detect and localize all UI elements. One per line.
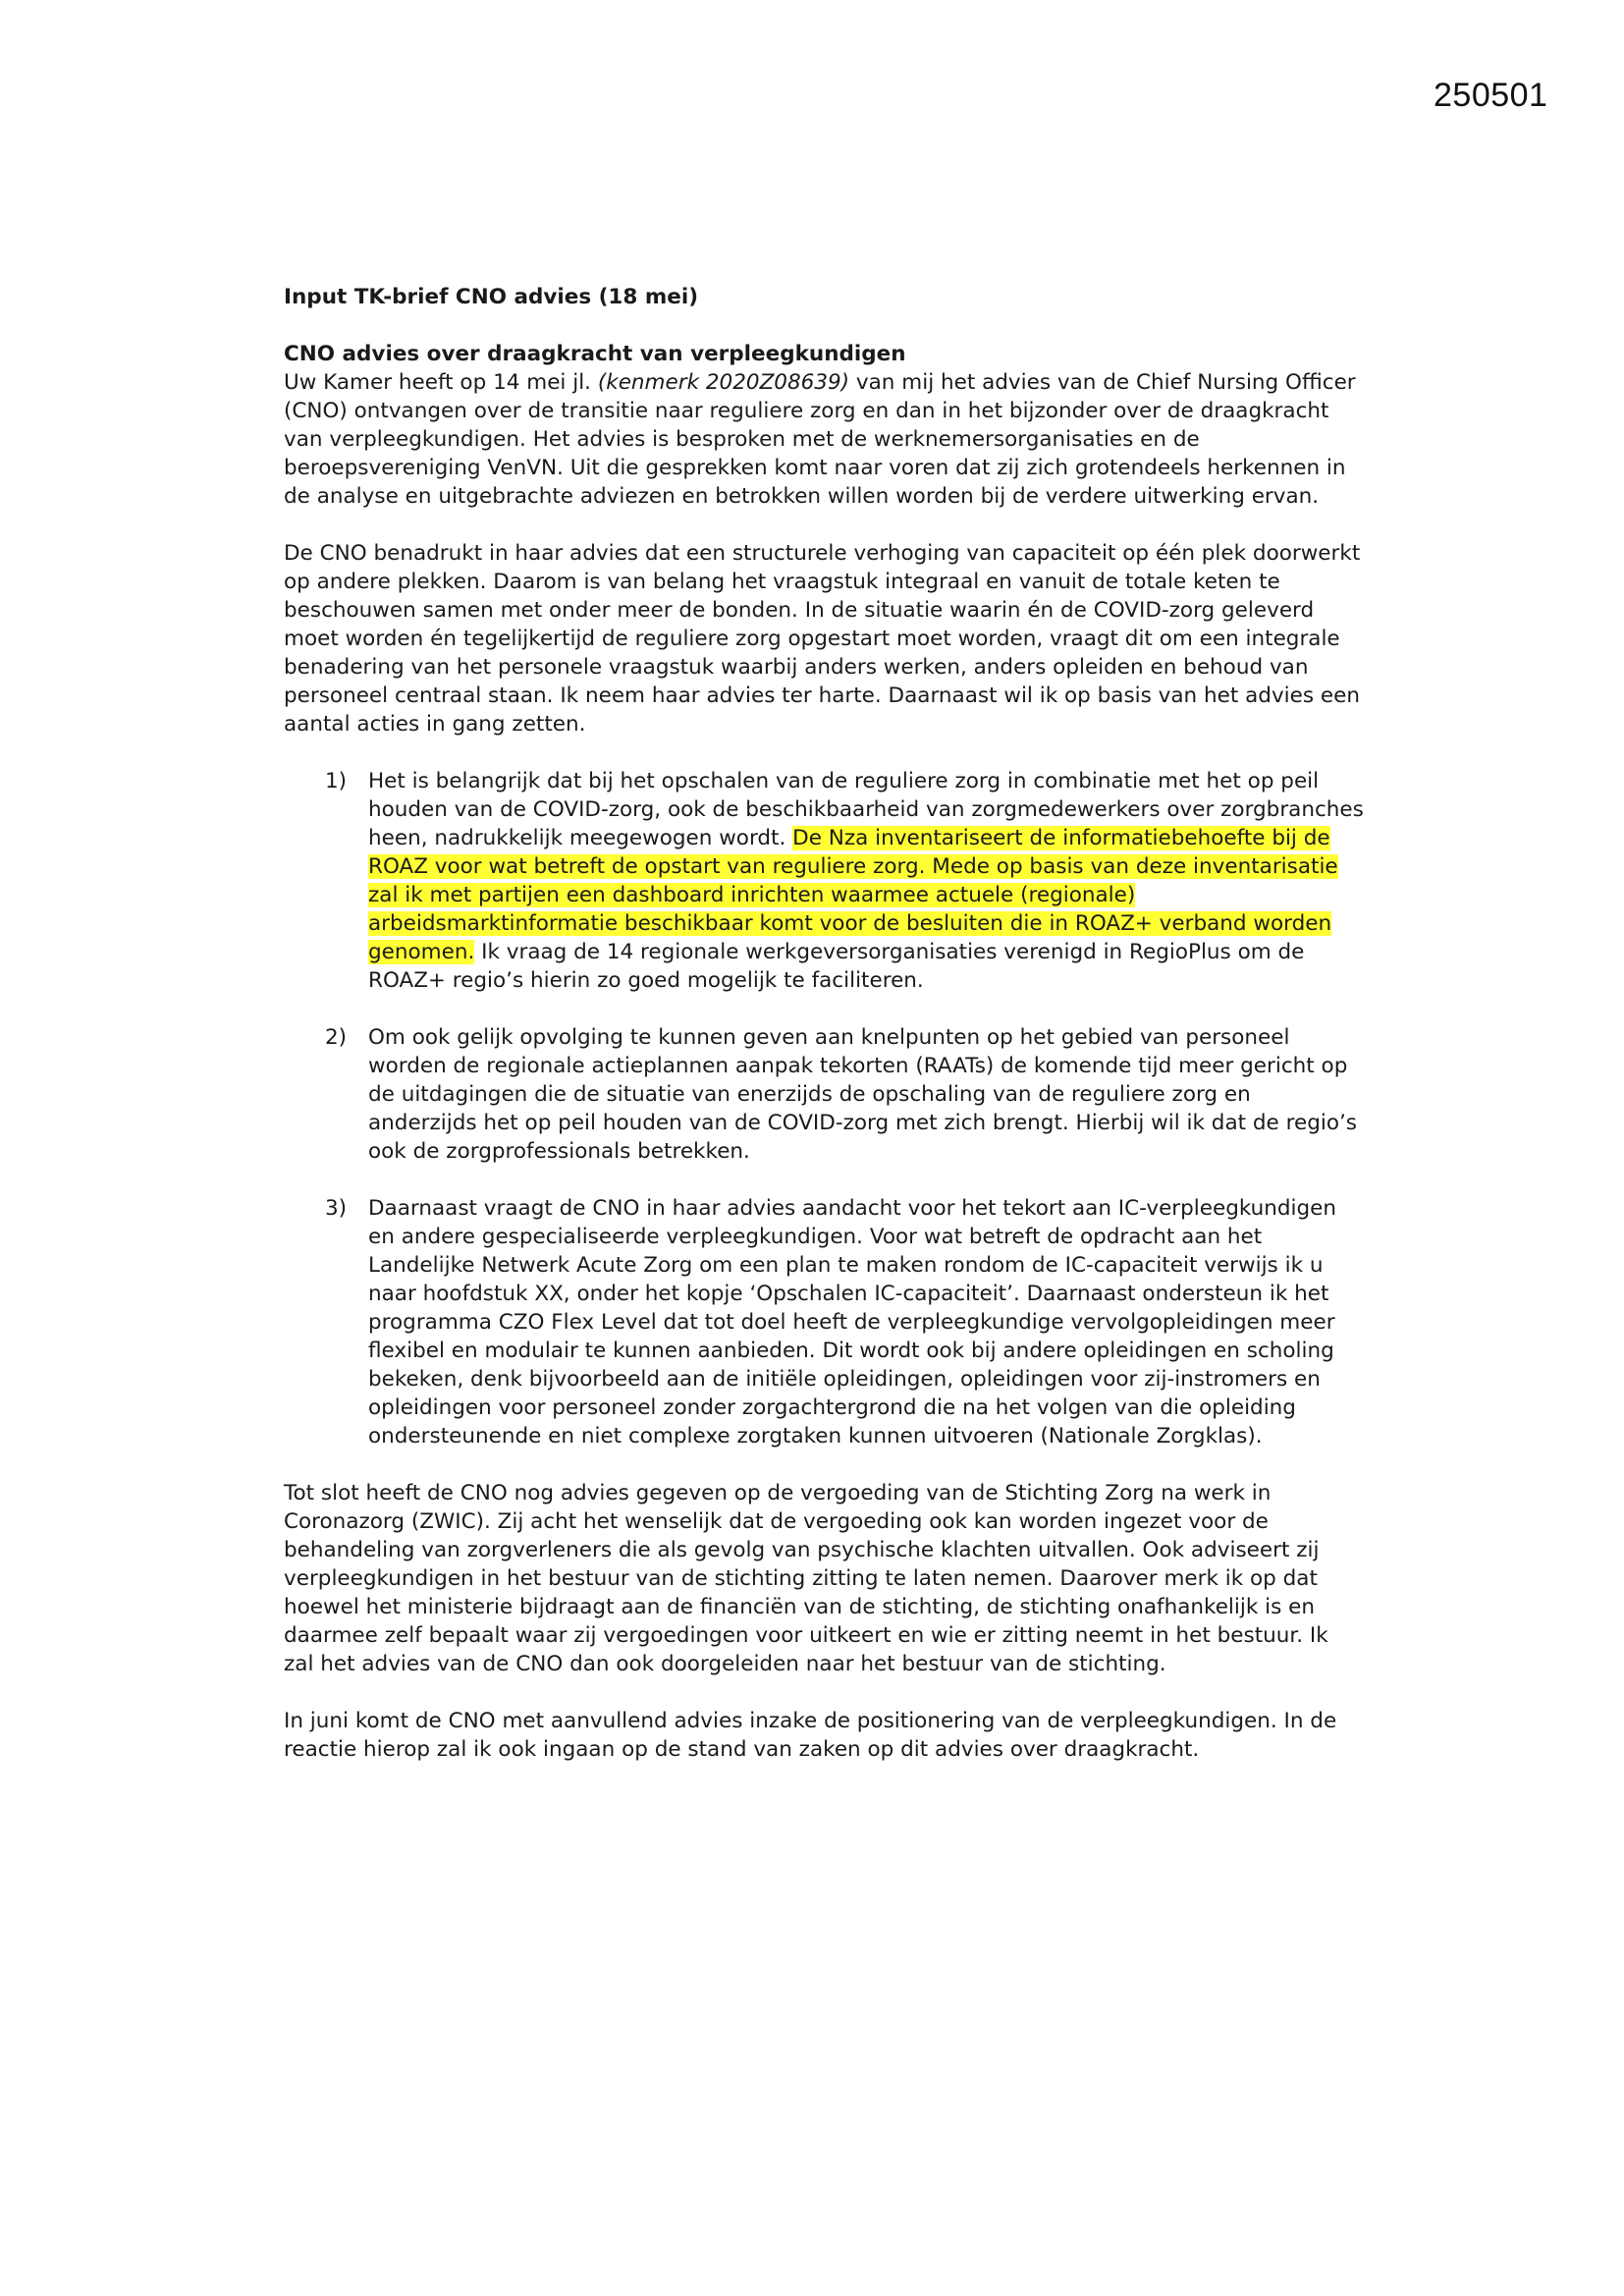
list-item-number: 1) — [325, 769, 348, 793]
list-item-text: Om ook gelijk opvolging te kunnen geven aan knelpunten op het gebied van personeel worden de regionale actieplannen aanpak tekorten (RAATs) de komende tijd meer gericht op de uitdagingen die de situatie van enerzijds de opschaling van de reguliere zorg en anderzijds het op peil houden van de COVID-zorg met zich brengt. Hierbij wil ik dat de regio’s ook de zorgprofessionals betrekken. — [368, 1025, 1358, 1164]
paragraph-1-text: Uw Kamer heeft op 14 mei jl. — [284, 370, 598, 395]
action-list — [284, 767, 1364, 1450]
highlighted-text: De Nza inventariseert de informatiebehoefte bij de ROAZ voor wat betreft de opstart van reguliere zorg. Mede op basis van deze inventarisatie zal ik met partijen een dashboard inrichten waarmee actuele (regionale) arbeidsmarktinformatie beschikbaar komt voor de besluiten die in ROAZ+ verband worden genomen. — [368, 826, 1338, 964]
document-number: 250501 — [1434, 77, 1548, 114]
list-item-text: Daarnaast vraagt de CNO in haar advies aandacht voor het tekort aan IC-verpleegkundigen en andere gespecialiseerde verpleegkundigen. Voor wat betreft de opdracht aan het Landelijke Netwerk Acute Zorg om een plan te maken rondom de IC-capaciteit verwijs ik u naar hoofdstuk XX, onder het kopje ‘Opschalen IC-capaciteit’. Daarnaast ondersteun ik het programma CZO Flex Level dat tot doel heeft de verpleegkundige vervolgopleidingen meer flexibel en modulair te kunnen aanbieden. Dit wordt ook bij andere opleidingen en scholing bekeken, denk bijvoorbeeld aan de initiële opleidingen, opleidingen voor zij-instromers en opleidingen voor personeel zonder zorgachtergrond die na het volgen van die opleiding ondersteunende en niet complexe zorgtaken kunnen uitvoeren (Nationale Zorgklas). — [368, 1196, 1337, 1449]
list-item-text: Het is belangrijk dat bij het opschalen van de reguliere zorg in combinatie met het op peil houden van de COVID-zorg, ook de beschikbaarheid van zorgmedewerkers over zorgbranches heen, nadrukkelijk meegewogen wordt. — [368, 769, 1364, 850]
list-item-text-cont: Ik vraag de 14 regionale werkgeversorganisaties verenigd in RegioPlus om de ROAZ+ regio’s hierin zo goed mogelijk te faciliteren. — [368, 940, 1305, 993]
paragraph-2: De CNO benadrukt in haar advies dat een structurele verhoging van capaciteit op één plek doorwerkt op andere plekken. Daarom is van belang het vraagstuk integraal en vanuit de totale keten te beschouwen samen met onder meer de bonden. In de situatie waarin én de COVID-zorg geleverd moet worden én tegelijkertijd de reguliere zorg opgestart moet worden, vraagt dit om een integrale benadering van het personele vraagstuk waarbij anders werken, anders opleiden en behoud van personeel centraal staan. Ik neem haar advies ter harte. Daarnaast wil ik op basis van het advies een aantal acties in gang zetten. — [284, 541, 1361, 737]
list-item — [284, 767, 1364, 995]
list-item-number: 2) — [325, 1025, 348, 1050]
document-body — [284, 283, 1364, 1792]
section-heading: CNO advies over draagkracht van verpleegkundigen — [284, 342, 906, 366]
paragraph-1 — [284, 368, 1364, 511]
list-item-number: 3) — [325, 1196, 348, 1221]
paragraph-3: Tot slot heeft de CNO nog advies gegeven op de vergoeding van de Stichting Zorg na werk in Coronazorg (ZWIC). Zij acht het wenselijk dat de vergoeding ook kan worden ingezet voor de behandeling van zorgverleners die als gevolg van psychische klachten uitvallen. Ook adviseert zij verpleegkundigen in het bestuur van de stichting zitting te laten nemen. Daarover merk ik op dat hoewel het ministerie bijdraagt aan de financiën van de stichting, de stichting onafhankelijk is en daarmee zelf bepaalt waar zij vergoedingen voor uitkeert en wie er zitting neemt in het bestuur. Ik zal het advies van de CNO dan ook doorgeleiden naar het bestuur van de stichting. — [284, 1481, 1328, 1676]
document-title: Input TK-brief CNO advies (18 mei) — [284, 285, 699, 309]
paragraph-1-text-cont: van mij het advies van de Chief Nursing Officer (CNO) ontvangen over de transitie naar reguliere zorg en dan in het bijzonder over de draagkracht van verpleegkundigen. Het advies is besproken met de werknemersorganisaties en de beroepsvereniging VenVN. Uit die gesprekken komt naar voren dat zij zich grotendeels herkennen in de analyse en uitgebrachte adviezen en betrokken willen worden bij de verdere uitwerking ervan. — [284, 370, 1356, 509]
kenmerk-reference: (kenmerk 2020Z08639) — [597, 370, 850, 395]
list-item — [284, 1023, 1364, 1166]
paragraph-4: In juni komt de CNO met aanvullend advies inzake de positionering van de verpleegkundigen. In de reactie hierop zal ik ook ingaan op de stand van zaken op dit advies over draagkracht. — [284, 1709, 1337, 1762]
list-item — [284, 1194, 1364, 1450]
